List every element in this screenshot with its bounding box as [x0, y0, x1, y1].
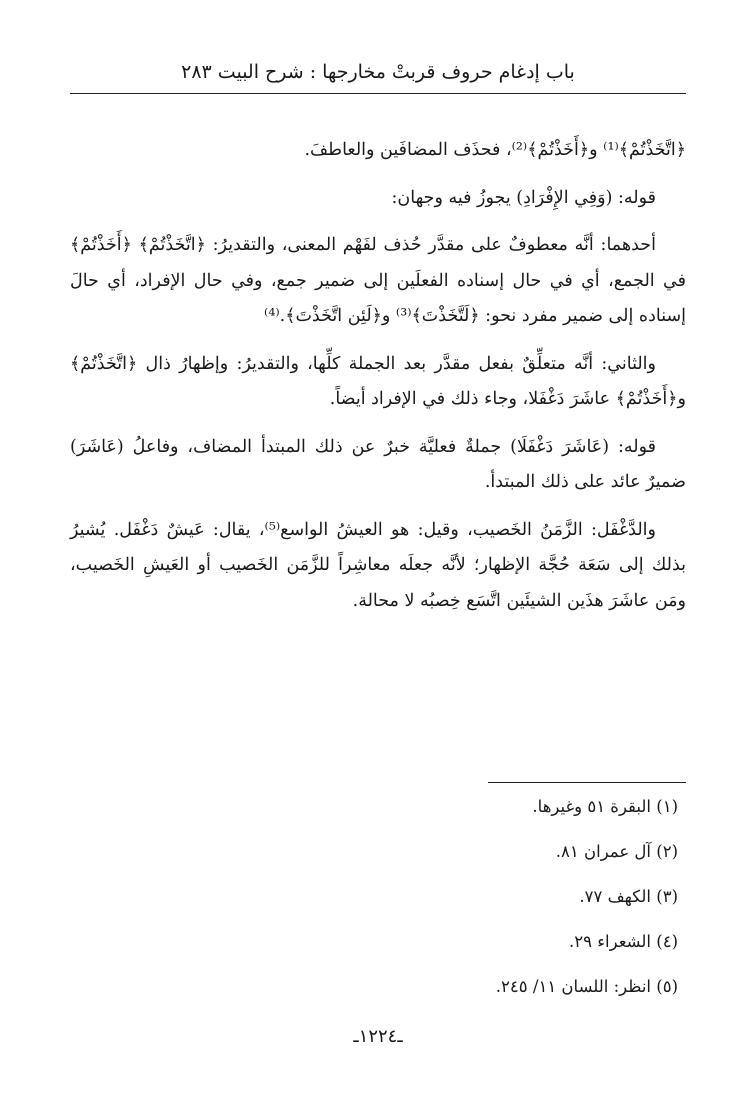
- header-divider: [70, 93, 686, 94]
- paragraph: والدَّغْفَل: الزَّمَنُ الخَصيب، وقيل: هو العيشُ الواسع⁽⁵⁾، يقال: عَيشٌ دَغْفَل. يُشيرُ بذلك إلى سَعَة حُجَّة الإظهار؛ لأنَّه جعلَه معاشِراً للزَّمَن الخَصيب أو العَيشِ الخَصيب، ومَن عاشَرَ هذَين الشيئَين اتَّسَع خِصبُه لا محالة.: [70, 519, 686, 611]
- footnote: (٣) الكهف ٧٧.: [579, 887, 678, 906]
- paragraph: أحدهما: أنَّه معطوفٌ على مقدَّر حُذف لفَهْم المعنى، والتقديرُ: ﴿اتَّخَذْتُمْ﴾ ﴿أَخَذْتُمْ﴾ في الجمع، أي في حال إسناده الفعلَين إلى ضمير جمع، وفي حال الإفراد، أي حالَ إسناده إلى ضمير مفرد نحو: ﴿لَتَّخَذْتَ﴾⁽³⁾ و﴿لَئِن اتَّخَذْتَ﴾.⁽⁴⁾: [70, 235, 686, 326]
- main-text: [70, 133, 686, 631]
- footnote: (٢) آل عمران ٨١.: [555, 842, 678, 861]
- running-header: باب إدغام حروف قربتْ مخارجها : شرح البيت ٢٨٣: [181, 61, 575, 83]
- footnotes: [78, 796, 678, 1021]
- footnote: (١) البقرة ٥١ وغيرها.: [532, 797, 678, 816]
- paragraph: قوله: (وَفِي الإِفْرَادِ) يجوزُ فيه وجهان:: [391, 187, 656, 208]
- footnote: (٤) الشعراء ٢٩.: [569, 932, 678, 951]
- page-number: ـ١٢٢٤ـ: [353, 1026, 403, 1047]
- footnote-divider: [488, 782, 686, 783]
- paragraph: ﴿اتَّخَذْتُمْ﴾⁽¹⁾ و﴿أَخَذْتُمْ﴾⁽²⁾، فحذَف المضافَين والعاطفَ.: [304, 140, 686, 160]
- paragraph: والثاني: أنَّه متعلِّقٌ بفعل مقدَّر بعد الجملة كلِّها، والتقديرُ: وإظهارُ ذال ﴿اتَّخَذْتُمْ﴾ و﴿أَخَذْتُمْ﴾ عاشَرَ دَغْفَلا، وجاء ذلك في الإفراد أيضاً.: [70, 353, 686, 409]
- paragraph: قوله: (عَاشَرَ دَغْفَلَا) جملةٌ فعليَّة خبرٌ عن ذلك المبتدأ المضاف، وفاعلُ (عَاشَرَ) ضميرٌ عائد على ذلك المبتدأ.: [70, 436, 686, 492]
- footnote: (٥) انظر: اللسان ١١/ ٢٤٥.: [495, 977, 678, 996]
